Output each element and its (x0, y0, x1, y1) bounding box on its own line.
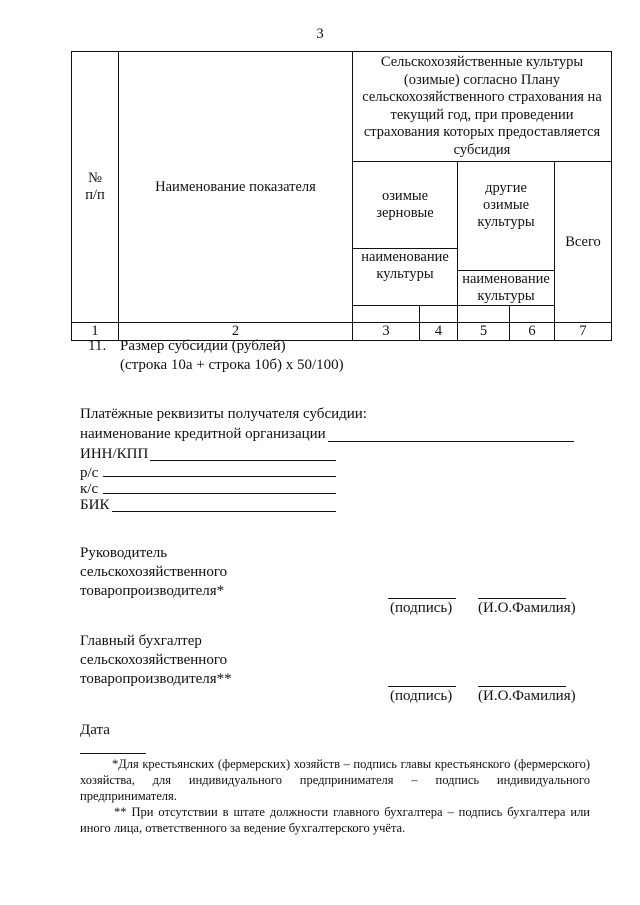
ks-field[interactable] (103, 493, 336, 494)
bik-field[interactable] (112, 511, 336, 512)
head-label-line-3: товаропроизводителя* (80, 583, 225, 599)
header-crops: Сельскохозяйственные культуры (озимые) согласно Плану сельскохозяйственного страхования на текущий год, при проведении страхования которых предоставляется субсидия (353, 52, 612, 162)
accountant-name-field[interactable] (478, 686, 566, 687)
header-subcell-4 (420, 306, 458, 323)
header-crop-name-1: наименование культуры (353, 249, 458, 306)
subsidy-table (71, 51, 612, 341)
header-subcell-5 (458, 306, 510, 323)
bank-name-label: наименование кредитной организации (80, 426, 326, 442)
accountant-label-line-2: сельскохозяйственного (80, 652, 228, 668)
header-subcell-6 (510, 306, 555, 323)
footnote-divider (80, 753, 146, 754)
column-number-cell: 4 (420, 323, 458, 341)
column-number-cell: 5 (458, 323, 510, 341)
head-name-field[interactable] (478, 598, 566, 599)
head-name-caption: (И.О.Фамилия) (478, 600, 576, 616)
column-number-cell: 1 (72, 323, 119, 341)
head-label-line-2: сельскохозяйственного (80, 564, 228, 580)
rs-field[interactable] (103, 476, 336, 477)
head-signature-field[interactable] (388, 598, 456, 599)
ks-label: к/с (80, 481, 99, 497)
column-number-cell: 2 (119, 323, 353, 341)
column-number-cell: 7 (555, 323, 612, 341)
accountant-signature-field[interactable] (388, 686, 456, 687)
inn-kpp-label: ИНН/КПП (80, 446, 149, 462)
header-subcell-3 (353, 306, 420, 323)
footnote-1: *Для крестьянских (фермерских) хозяйств – подпись главы крестьянского (фермерского) хозяйства, для индивидуального предпринимателя – подпись индивидуального предпринимателя. (80, 757, 590, 803)
column-number-cell: 3 (353, 323, 420, 341)
accountant-name-caption: (И.О.Фамилия) (478, 688, 576, 704)
footnote-2: ** При отсутствии в штате должности главного бухгалтера – подпись бухгалтера или иного лица, ответственного за ведение бухгалтерского учёта. (80, 805, 590, 835)
rs-label: р/с (80, 465, 99, 481)
header-total: Всего (555, 162, 612, 323)
head-signature-caption: (подпись) (390, 600, 453, 616)
page-number: 3 (316, 26, 324, 42)
accountant-signature-caption: (подпись) (390, 688, 453, 704)
header-winter-grain: озимые зерновые (353, 162, 458, 249)
header-indicator-name: Наименование показателя (119, 52, 353, 323)
accountant-label-line-1: Главный бухгалтер (80, 633, 202, 649)
head-label-line-1: Руководитель (80, 545, 168, 561)
accountant-label-line-3: товаропроизводителя** (80, 671, 232, 687)
header-other-winter: другие озимые культуры (458, 162, 555, 271)
column-number-cell: 6 (510, 323, 555, 341)
inn-kpp-field[interactable] (150, 460, 336, 461)
row-11-formula: (строка 10а + строка 10б) x 50/100) (120, 357, 344, 373)
row-11-title: Размер субсидии (рублей) (120, 338, 286, 354)
row-11-number: 11. (88, 338, 107, 354)
bank-name-field[interactable] (328, 441, 574, 442)
bik-label: БИК (80, 497, 110, 513)
date-label: Дата (80, 722, 110, 738)
header-crop-name-2: наименование культуры (458, 271, 555, 306)
header-col-number: № п/п (72, 52, 119, 323)
payment-details-title: Платёжные реквизиты получателя субсидии: (80, 406, 367, 422)
